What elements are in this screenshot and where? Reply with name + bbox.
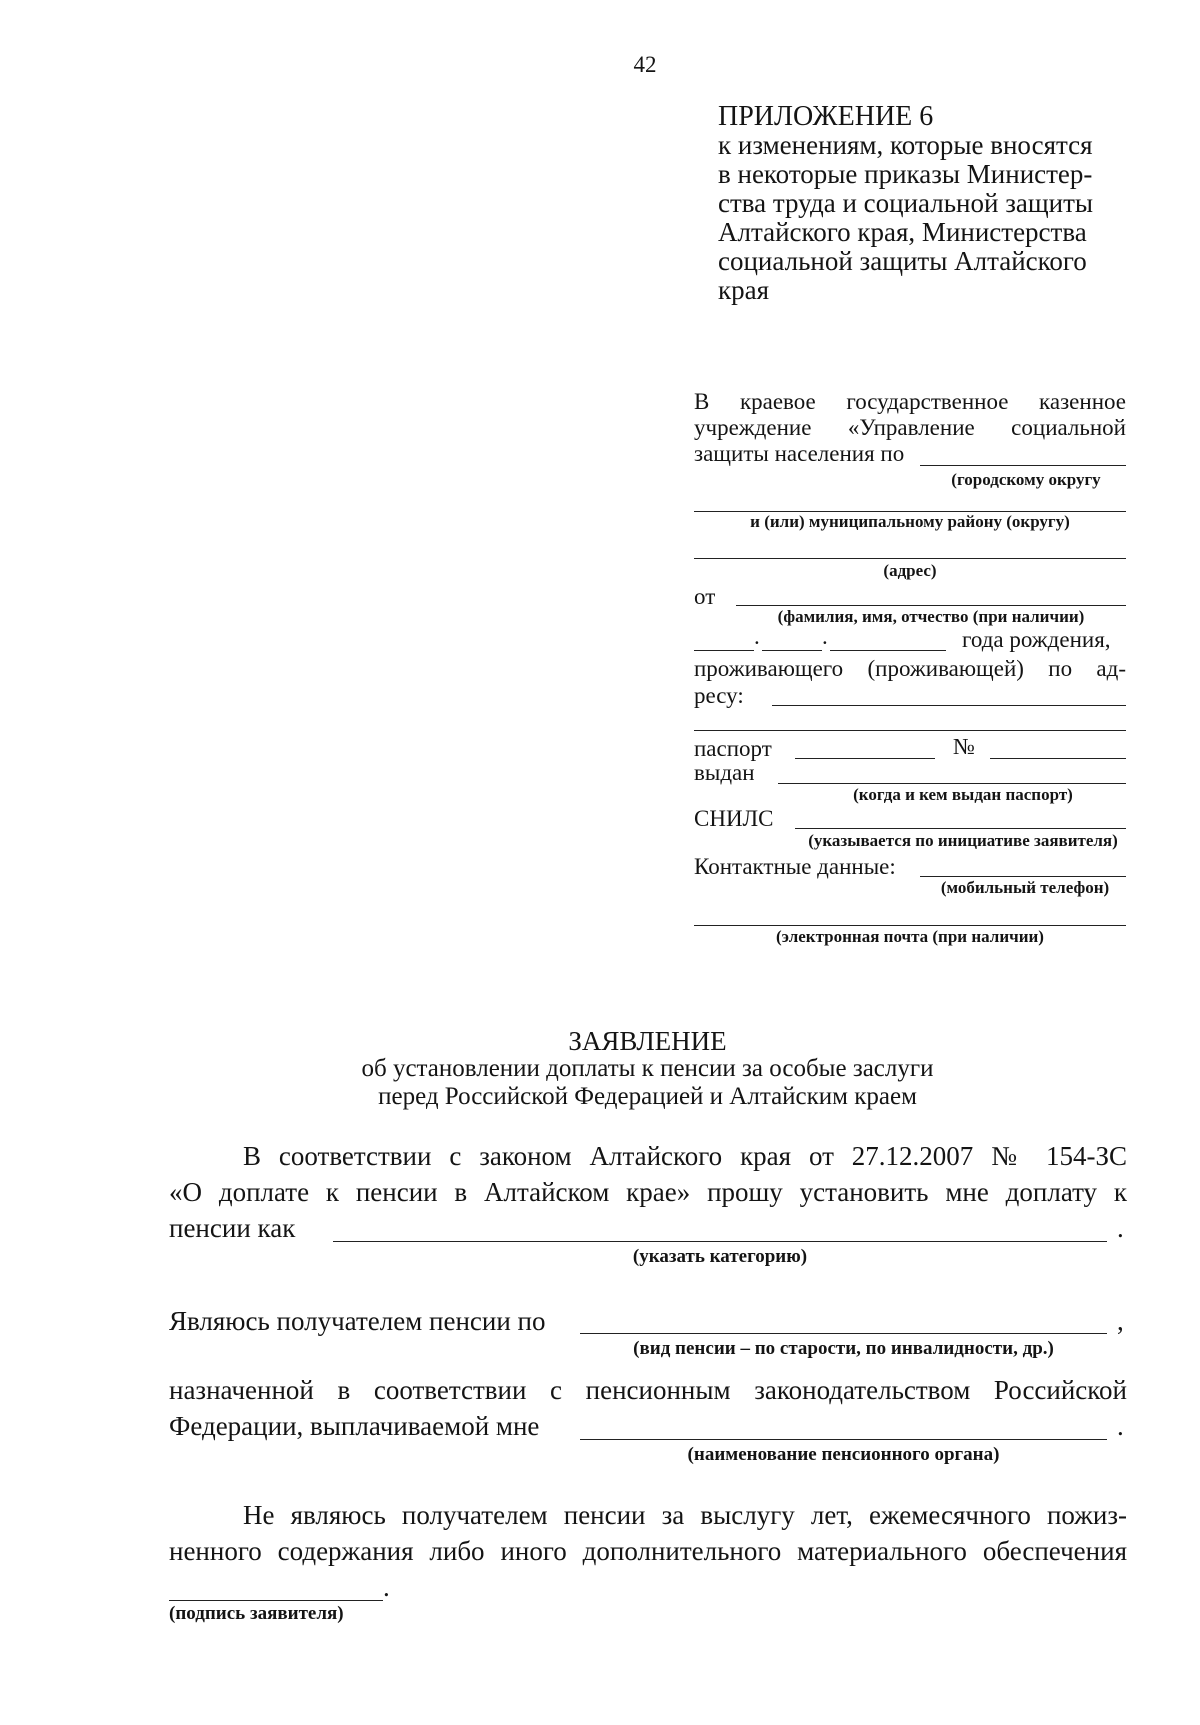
statement-title: ЗАЯВЛЕНИЕ — [568, 1026, 727, 1056]
snils-field[interactable] — [795, 828, 1126, 829]
birth-day-field[interactable] — [694, 650, 754, 651]
hint-email: (электронная почта (при наличии) — [776, 927, 1044, 946]
p1-line-3: пенсии как — [169, 1213, 296, 1243]
living-cont: ресу: — [694, 683, 744, 708]
passport-number-field[interactable] — [990, 758, 1126, 759]
appendix-line-5: социальной защиты Алтайского — [718, 246, 1087, 276]
hint-district: (городскому округу — [951, 470, 1101, 489]
statement-title-block — [0, 1027, 1200, 1111]
p2-comma: , — [1117, 1306, 1124, 1336]
address-field[interactable] — [694, 558, 1126, 559]
birth-month-field[interactable] — [762, 650, 822, 651]
passport-series-field[interactable] — [795, 758, 935, 759]
p1-line-2: «О доплате к пенсии в Алтайском крае» прошу установить мне доплату к — [169, 1177, 1127, 1207]
issued-label: выдан — [694, 760, 755, 785]
snils-label: СНИЛС — [694, 806, 774, 831]
recipient-line-1: В краевое государственное казенное — [694, 389, 1126, 414]
hint-category: (указать категорию) — [632, 1246, 808, 1267]
number-sign: № — [953, 734, 975, 759]
hint-phone: (мобильный телефон) — [940, 878, 1110, 897]
p2-period: . — [1117, 1411, 1124, 1441]
fio-field[interactable] — [736, 605, 1126, 606]
p3-line-2: ненного содержания либо иного дополнительного материального обеспечения — [169, 1536, 1127, 1566]
signature-period: . — [383, 1572, 390, 1602]
pension-type-field[interactable] — [580, 1333, 1107, 1334]
contacts-label: Контактные данные: — [694, 854, 896, 879]
passport-label: паспорт — [694, 736, 772, 761]
recipient-line-2: учреждение «Управление социальной — [694, 415, 1126, 440]
signature-field[interactable] — [169, 1600, 383, 1601]
p1-line-1: В соответствии с законом Алтайского края от 27.12.2007 № 154-ЗС — [243, 1141, 1127, 1171]
appendix-header — [718, 102, 1138, 305]
hint-fio: (фамилия, имя, отчество (при наличии) — [777, 607, 1085, 626]
appendix-line-6: края — [718, 275, 770, 305]
recipient-line-3: защиты населения по — [694, 441, 905, 466]
appendix-line-1: к изменениям, которые вносятся — [718, 130, 1093, 160]
page-number: 42 — [633, 52, 657, 77]
hint-address: (адрес) — [883, 561, 937, 580]
from-label: от — [694, 584, 716, 609]
district-field[interactable] — [920, 465, 1126, 466]
pension-body-field[interactable] — [580, 1439, 1107, 1440]
phone-field[interactable] — [920, 876, 1126, 877]
p1-period: . — [1117, 1213, 1124, 1243]
category-field[interactable] — [333, 1241, 1107, 1242]
hint-pension-type: (вид пенсии – по старости, по инвалидности, др.) — [633, 1338, 1054, 1359]
statement-subtitle-1: об установлении доплаты к пенсии за особые заслуги — [361, 1055, 934, 1082]
p3-line-1: Не являюсь получателем пенсии за выслугу лет, ежемесячного пожиз- — [243, 1500, 1127, 1530]
issued-field[interactable] — [778, 783, 1126, 784]
birth-label: года рождения, — [962, 627, 1111, 652]
appendix-line-2: в некоторые приказы Министер- — [718, 159, 1093, 189]
appendix-line-3: ства труда и социальной защиты — [718, 188, 1094, 218]
living-line: проживающего (проживающей) по ад- — [694, 656, 1126, 681]
living-address-field-2[interactable] — [694, 730, 1126, 731]
p2-line-1: Являюсь получателем пенсии по — [169, 1306, 546, 1336]
birth-dot-1: . — [754, 624, 760, 649]
hint-issued: (когда и кем выдан паспорт) — [853, 785, 1073, 804]
birth-year-field[interactable] — [830, 650, 946, 651]
p2-line-2: назначенной в соответствии с пенсионным законодательством Российской — [169, 1375, 1127, 1405]
birth-dot-2: . — [822, 624, 828, 649]
email-field[interactable] — [694, 925, 1126, 926]
p2-line-3: Федерации, выплачиваемой мне — [169, 1411, 540, 1441]
hint-snils: (указывается по инициативе заявителя) — [808, 831, 1118, 850]
appendix-title: ПРИЛОЖЕНИЕ 6 — [718, 101, 934, 132]
hint-pension-body: (наименование пенсионного органа) — [687, 1444, 1000, 1465]
hint-municipal: и (или) муниципальному району (округу) — [750, 512, 1070, 531]
statement-subtitle-2: перед Российской Федерацией и Алтайским краем — [378, 1083, 917, 1110]
hint-signature: (подпись заявителя) — [169, 1603, 344, 1624]
appendix-line-4: Алтайского края, Министерства — [718, 217, 1087, 247]
living-address-field[interactable] — [772, 705, 1126, 706]
